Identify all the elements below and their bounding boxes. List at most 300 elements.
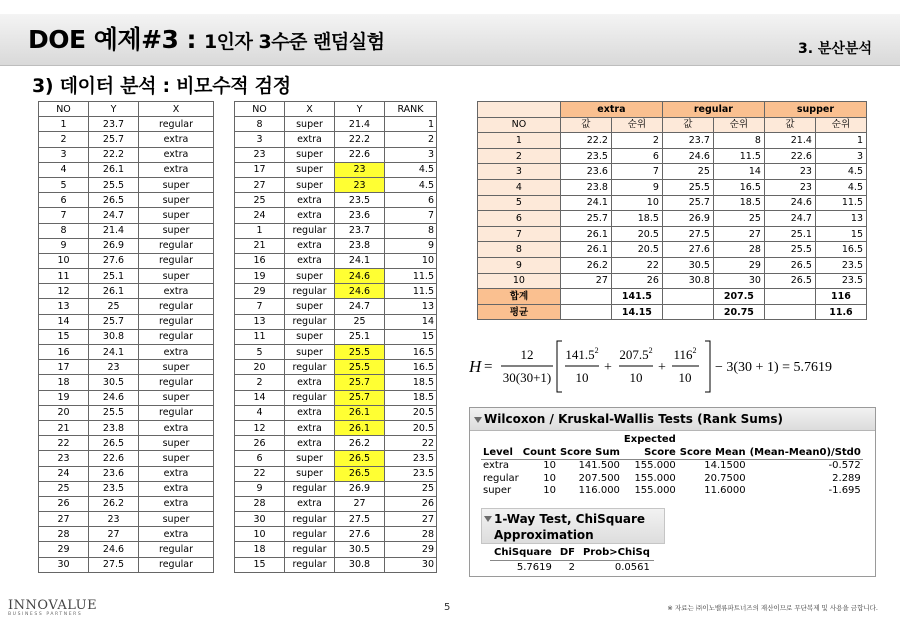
table-row — [39, 223, 214, 238]
x-cell: extra — [139, 466, 214, 481]
table-row — [235, 208, 437, 223]
table-row — [235, 117, 437, 132]
x-cell: super — [139, 436, 214, 451]
collapse-triangle-icon[interactable] — [474, 417, 482, 423]
x-cell: super — [285, 345, 335, 360]
table-row — [235, 405, 437, 420]
table-row — [235, 284, 437, 299]
x-cell: super — [139, 451, 214, 466]
x-cell: super — [139, 360, 214, 375]
extra-rank: 18.5 — [611, 211, 662, 227]
regular-value: 30.8 — [662, 273, 713, 289]
y-cell: 24.1 — [335, 253, 385, 268]
x-cell: extra — [139, 527, 214, 542]
x-cell: regular — [139, 375, 214, 390]
y-cell: 27.6 — [335, 527, 385, 542]
rank-table-header — [235, 102, 437, 117]
y-cell: 30.8 — [335, 557, 385, 572]
table-row — [235, 177, 437, 192]
table-row — [235, 557, 437, 572]
y-cell: 25.5 — [335, 360, 385, 375]
x-cell: extra — [139, 345, 214, 360]
y-cell: 26.2 — [89, 496, 139, 511]
table-row — [481, 460, 863, 473]
table-row — [478, 273, 867, 289]
table-row — [39, 329, 214, 344]
x-cell: extra — [285, 420, 335, 435]
table-row — [39, 375, 214, 390]
level-header: Level — [481, 447, 521, 460]
no-cell: 8 — [478, 242, 561, 258]
table-row — [478, 133, 867, 149]
y-cell: 21.4 — [335, 117, 385, 132]
rank-table-body — [235, 117, 437, 573]
regular-value: 23.7 — [662, 133, 713, 149]
no-cell: 7 — [235, 299, 285, 314]
supper-value: 26.5 — [764, 257, 815, 273]
table-row — [235, 542, 437, 557]
score-sum-cell: 141.500 — [578, 460, 620, 471]
supper-rank: 1 — [815, 133, 866, 149]
chisquare-title-line2: Approximation — [494, 528, 594, 542]
table-row — [235, 360, 437, 375]
table-row — [39, 451, 214, 466]
no-cell: 8 — [235, 117, 285, 132]
df-value: 2 — [568, 562, 575, 573]
extra-rank: 9 — [611, 179, 662, 195]
x-cell: extra — [285, 405, 335, 420]
extra-value: 26.1 — [560, 242, 611, 258]
column-header: NO — [235, 102, 285, 117]
data-table — [38, 101, 214, 573]
no-cell: 24 — [235, 208, 285, 223]
regular-rank: 27 — [713, 226, 764, 242]
no-cell: 4 — [235, 405, 285, 420]
count-header: Count — [522, 446, 556, 458]
x-cell: regular — [285, 542, 335, 557]
report-title-bar[interactable] — [470, 408, 875, 431]
column-header: X — [139, 102, 214, 117]
no-header: NO — [478, 117, 561, 133]
x-cell: regular — [139, 314, 214, 329]
x-cell: super — [285, 329, 335, 344]
value-header: 값 — [662, 117, 713, 133]
table-row — [39, 436, 214, 451]
y-cell: 25.5 — [89, 405, 139, 420]
no-cell: 12 — [39, 284, 89, 299]
y-cell: 21.4 — [89, 223, 139, 238]
y-cell: 23.5 — [89, 481, 139, 496]
x-cell: super — [139, 269, 214, 284]
y-cell: 25.7 — [89, 132, 139, 147]
no-cell: 6 — [235, 451, 285, 466]
y-cell: 27 — [89, 527, 139, 542]
x-cell: super — [285, 117, 335, 132]
rank-cell: 8 — [385, 223, 437, 238]
regular-value: 25.5 — [662, 179, 713, 195]
y-cell: 27.6 — [89, 253, 139, 268]
empty-cell — [560, 289, 611, 305]
extra-value: 26.1 — [560, 226, 611, 242]
x-cell: regular — [139, 329, 214, 344]
table-row — [39, 542, 214, 557]
rank-header: 순위 — [611, 117, 662, 133]
y-cell: 25.1 — [89, 269, 139, 284]
table-row — [235, 345, 437, 360]
table-row — [235, 193, 437, 208]
no-cell: 13 — [235, 314, 285, 329]
y-cell: 25 — [335, 314, 385, 329]
table-row — [235, 162, 437, 177]
table-row — [39, 299, 214, 314]
page-title-colon: : — [186, 25, 196, 54]
table-row — [39, 420, 214, 435]
rank-cell: 16.5 — [385, 345, 437, 360]
chisquare-value: 5.7619 — [516, 562, 552, 573]
y-cell: 25.7 — [335, 375, 385, 390]
table-row — [39, 481, 214, 496]
empty-cell — [662, 289, 713, 305]
x-cell: regular — [285, 284, 335, 299]
rank-cell: 18.5 — [385, 375, 437, 390]
supper-rank: 3 — [815, 148, 866, 164]
table-row — [235, 481, 437, 496]
empty-header — [521, 434, 558, 447]
formula-plus: + — [658, 360, 666, 375]
supper-value: 23 — [764, 164, 815, 180]
expected-header-line2: Score — [622, 447, 678, 460]
y-cell: 26.5 — [335, 451, 385, 466]
rank-table — [234, 101, 437, 573]
rank-cell: 25 — [385, 481, 437, 496]
rank-cell: 6 — [385, 193, 437, 208]
chisquare-title-bar[interactable] — [481, 508, 665, 544]
table-row — [235, 329, 437, 344]
page-number: 5 — [444, 602, 451, 613]
x-cell: super — [139, 177, 214, 192]
no-cell: 2 — [478, 148, 561, 164]
formula-equals: = — [484, 359, 493, 375]
no-cell: 23 — [39, 451, 89, 466]
table-row — [39, 132, 214, 147]
y-cell: 26.9 — [89, 238, 139, 253]
empty-header — [481, 434, 521, 447]
table-row — [235, 496, 437, 511]
rank-cell: 1 — [385, 117, 437, 132]
extra-value: 27 — [560, 273, 611, 289]
table-row — [39, 193, 214, 208]
no-cell: 15 — [235, 557, 285, 572]
table-row — [235, 223, 437, 238]
table-row — [39, 466, 214, 481]
table-row — [235, 451, 437, 466]
value-header: 값 — [560, 117, 611, 133]
formula-term3-value: 116 — [673, 347, 693, 362]
no-cell: 9 — [39, 238, 89, 253]
x-cell: regular — [285, 360, 335, 375]
x-cell: extra — [139, 147, 214, 162]
regular-rank: 8 — [713, 133, 764, 149]
x-cell: super — [285, 162, 335, 177]
table-row — [235, 466, 437, 481]
formula-term2-value: 207.5 — [619, 347, 649, 362]
y-cell: 25.5 — [89, 177, 139, 192]
no-cell: 17 — [235, 162, 285, 177]
y-cell: 22.2 — [89, 147, 139, 162]
extra-value: 23.6 — [560, 164, 611, 180]
y-cell: 23.8 — [89, 420, 139, 435]
x-cell: super — [139, 512, 214, 527]
mean-extra: 14.15 — [611, 304, 662, 320]
no-cell: 1 — [478, 133, 561, 149]
no-cell: 1 — [235, 223, 285, 238]
formula-coef-numerator: 12 — [520, 347, 534, 362]
level-cell: extra — [483, 460, 510, 471]
table-row — [39, 390, 214, 405]
table-row — [235, 314, 437, 329]
supper-rank: 15 — [815, 226, 866, 242]
chisquare-header: ChiSquare — [490, 546, 556, 561]
no-cell: 14 — [235, 390, 285, 405]
no-cell: 3 — [478, 164, 561, 180]
prob-header: Prob>ChiSq — [579, 546, 654, 561]
regular-rank: 16.5 — [713, 179, 764, 195]
y-cell: 27.5 — [89, 557, 139, 572]
std0-cell: -1.695 — [828, 485, 861, 496]
no-cell: 16 — [235, 253, 285, 268]
no-cell: 2 — [235, 375, 285, 390]
y-cell: 24.1 — [89, 345, 139, 360]
rank-cell: 23.5 — [385, 466, 437, 481]
table-row — [235, 147, 437, 162]
report-title: Wilcoxon / Kruskal-Wallis Tests (Rank Sums) — [484, 412, 783, 426]
regular-value: 26.9 — [662, 211, 713, 227]
expected-score-cell: 155.000 — [634, 472, 676, 484]
extra-rank: 20.5 — [611, 226, 662, 242]
regular-rank: 25 — [713, 211, 764, 227]
y-cell: 25.1 — [335, 329, 385, 344]
x-cell: extra — [285, 208, 335, 223]
y-cell: 30.5 — [89, 375, 139, 390]
rank-sums-body — [481, 460, 863, 498]
rank-cell: 22 — [385, 436, 437, 451]
rank-cell: 27 — [385, 512, 437, 527]
kruskal-wallis-report — [469, 407, 876, 577]
table-row — [39, 512, 214, 527]
rank-cell: 11.5 — [385, 284, 437, 299]
y-cell: 25.7 — [89, 314, 139, 329]
no-cell: 17 — [39, 360, 89, 375]
df-header: DF — [556, 546, 579, 561]
no-cell: 14 — [39, 314, 89, 329]
table-row — [235, 253, 437, 268]
score-mean-cell: 14.1500 — [704, 460, 746, 471]
no-cell: 5 — [235, 345, 285, 360]
std0-cell: 2.289 — [832, 472, 861, 484]
supper-value: 25.1 — [764, 226, 815, 242]
table-row — [39, 177, 214, 192]
x-cell: regular — [139, 542, 214, 557]
formula-tail: − 3(30 + 1) = 5.7619 — [715, 360, 833, 375]
x-cell: super — [285, 269, 335, 284]
table-row — [478, 242, 867, 258]
table-row — [481, 473, 863, 486]
table-row — [39, 253, 214, 268]
x-cell: regular — [285, 527, 335, 542]
rank-cell: 30 — [385, 557, 437, 572]
no-cell: 30 — [235, 512, 285, 527]
group-header-regular: regular — [662, 102, 764, 118]
table-row — [235, 269, 437, 284]
no-cell: 18 — [39, 375, 89, 390]
x-cell: extra — [285, 238, 335, 253]
expected-score-cell: 155.000 — [634, 485, 676, 496]
y-cell: 23 — [89, 360, 139, 375]
column-header: Y — [89, 102, 139, 117]
y-cell: 26.5 — [89, 436, 139, 451]
no-cell: 26 — [39, 496, 89, 511]
sum-label: 합계 — [478, 289, 561, 305]
extra-rank: 6 — [611, 148, 662, 164]
no-cell: 10 — [235, 527, 285, 542]
no-cell: 27 — [235, 177, 285, 192]
table-row — [478, 195, 867, 211]
supper-value: 22.6 — [764, 148, 815, 164]
no-cell: 29 — [39, 542, 89, 557]
y-cell: 26.1 — [335, 420, 385, 435]
logo-tagline: BUSINESS PARTNERS — [8, 612, 83, 617]
no-cell: 13 — [39, 299, 89, 314]
formula-term3-numerator — [673, 346, 696, 362]
extra-rank: 26 — [611, 273, 662, 289]
y-cell: 24.6 — [335, 269, 385, 284]
no-cell: 23 — [235, 147, 285, 162]
no-cell: 11 — [235, 329, 285, 344]
score-mean-cell: 11.6000 — [704, 485, 746, 496]
table-row — [235, 436, 437, 451]
no-cell: 19 — [39, 390, 89, 405]
y-cell: 26.5 — [89, 193, 139, 208]
sum-row — [478, 289, 867, 305]
supper-rank: 23.5 — [815, 273, 866, 289]
supper-rank: 23.5 — [815, 257, 866, 273]
y-cell: 24.7 — [89, 208, 139, 223]
x-cell: regular — [139, 117, 214, 132]
mean-row — [478, 304, 867, 320]
no-cell: 25 — [235, 193, 285, 208]
no-cell: 7 — [478, 226, 561, 242]
table-row — [39, 496, 214, 511]
data-table-body — [39, 117, 214, 573]
empty-cell — [764, 289, 815, 305]
empty-cell — [662, 304, 713, 320]
rank-cell: 15 — [385, 329, 437, 344]
x-cell: extra — [285, 496, 335, 511]
regular-value: 27.5 — [662, 226, 713, 242]
std0-header: (Mean-Mean0)/Std0 — [749, 446, 861, 458]
no-cell: 28 — [39, 527, 89, 542]
no-cell: 28 — [235, 496, 285, 511]
x-cell: super — [285, 299, 335, 314]
column-header: X — [285, 102, 335, 117]
table-row — [39, 208, 214, 223]
score-mean-header: Score Mean — [679, 446, 746, 458]
extra-rank: 22 — [611, 257, 662, 273]
rank-summary-group-row — [478, 102, 867, 118]
formula-term3-denominator: 10 — [678, 370, 692, 385]
no-cell: 6 — [478, 211, 561, 227]
table-row — [39, 405, 214, 420]
expected-score-cell: 155.000 — [634, 460, 676, 471]
regular-rank: 30 — [713, 273, 764, 289]
rank-header: 순위 — [713, 117, 764, 133]
value-header: 값 — [764, 117, 815, 133]
rank-cell: 23.5 — [385, 451, 437, 466]
x-cell: regular — [139, 299, 214, 314]
formula-coef-denominator: 30(30+1) — [502, 370, 552, 385]
no-cell: 27 — [39, 512, 89, 527]
rank-cell: 28 — [385, 527, 437, 542]
y-cell: 24.6 — [89, 390, 139, 405]
rank-header: 순위 — [815, 117, 866, 133]
y-cell: 27.5 — [335, 512, 385, 527]
supper-rank: 16.5 — [815, 242, 866, 258]
x-cell: regular — [139, 405, 214, 420]
data-table-header — [39, 102, 214, 117]
y-cell: 25.7 — [335, 390, 385, 405]
kruskal-wallis-formula — [469, 337, 889, 397]
rank-cell: 2 — [385, 132, 437, 147]
formula-h: H — [469, 357, 482, 376]
column-header: Y — [335, 102, 385, 117]
empty-header — [678, 434, 748, 447]
expected-header-line1: Expected — [623, 434, 676, 445]
no-cell: 29 — [235, 284, 285, 299]
extra-value: 22.2 — [560, 133, 611, 149]
no-cell: 18 — [235, 542, 285, 557]
column-header: RANK — [385, 102, 437, 117]
x-cell: regular — [285, 223, 335, 238]
formula-term3-exponent: 2 — [692, 346, 697, 355]
x-cell: extra — [285, 253, 335, 268]
no-cell: 5 — [478, 195, 561, 211]
x-cell: extra — [139, 496, 214, 511]
regular-value: 25.7 — [662, 195, 713, 211]
no-cell: 16 — [39, 345, 89, 360]
sum-regular: 207.5 — [713, 289, 764, 305]
rank-cell: 14 — [385, 314, 437, 329]
empty-header — [748, 434, 863, 447]
y-cell: 23.6 — [89, 466, 139, 481]
mean-label: 평균 — [478, 304, 561, 320]
count-cell: 10 — [543, 472, 556, 484]
collapse-triangle-icon[interactable] — [484, 516, 492, 522]
extra-value: 25.7 — [560, 211, 611, 227]
rank-summary-subheader-row — [478, 117, 867, 133]
regular-value: 30.5 — [662, 257, 713, 273]
rank-cell: 3 — [385, 147, 437, 162]
x-cell: regular — [285, 314, 335, 329]
x-cell: super — [139, 223, 214, 238]
supper-value: 21.4 — [764, 133, 815, 149]
group-header-extra: extra — [560, 102, 662, 118]
no-cell: 11 — [39, 269, 89, 284]
x-cell: super — [285, 451, 335, 466]
rank-cell: 11.5 — [385, 269, 437, 284]
supper-value: 24.6 — [764, 195, 815, 211]
x-cell: super — [285, 147, 335, 162]
formula-term1-numerator — [565, 346, 598, 362]
